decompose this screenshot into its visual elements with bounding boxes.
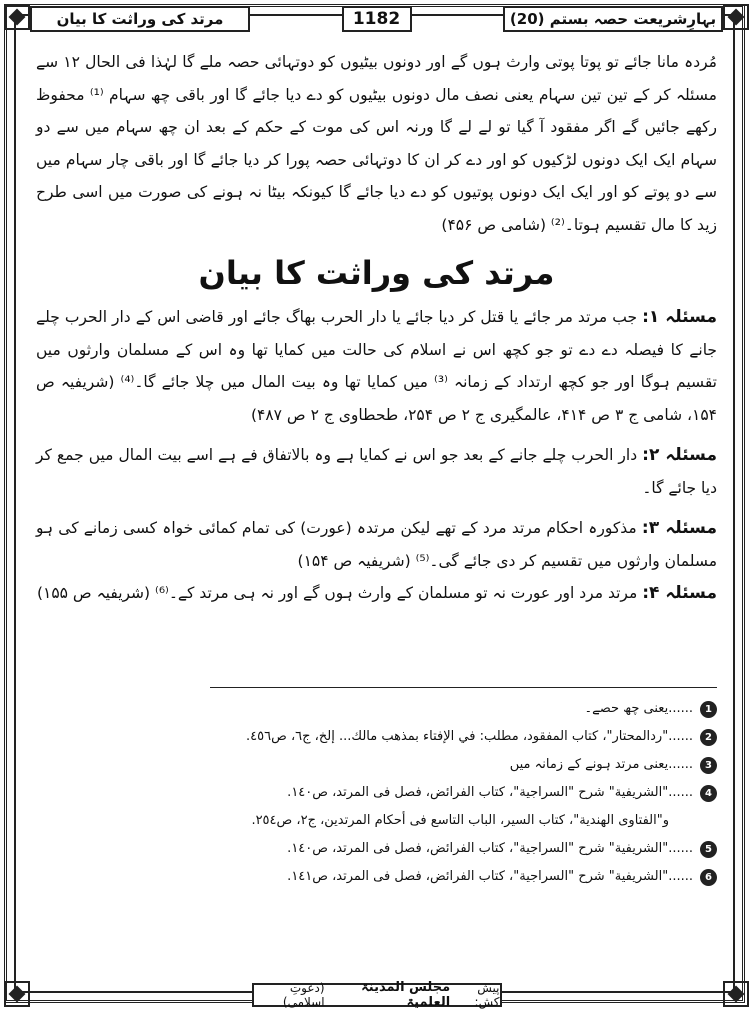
footnote-text: ......یعنی مرتد ہونے کے زمانہ میں bbox=[509, 757, 693, 772]
footnote bbox=[36, 784, 717, 802]
footnote bbox=[36, 840, 717, 858]
masala-label: مسئلہ ۳: bbox=[641, 518, 717, 538]
footnote-continuation bbox=[36, 812, 717, 830]
masala-4 bbox=[36, 577, 717, 610]
footnote-number: 4 bbox=[700, 785, 717, 802]
footnote-number: 6 bbox=[700, 869, 717, 886]
footnote-number: 3 bbox=[700, 757, 717, 774]
footnotes bbox=[36, 700, 717, 896]
corner-ornament-icon bbox=[2, 979, 32, 1009]
corner-ornament-icon bbox=[2, 2, 32, 32]
footnote bbox=[36, 756, 717, 774]
footnote-text: ......"الشریفیة" شرح "السراجیة"، کتاب الفرائض، فصل فی المرتد، ص١٤١. bbox=[287, 869, 693, 884]
footnote-text: و"الفتاوی الهندیة"، کتاب السیر، الباب التاسع فی أحکام المرتدین، ج٢، ص٢٥٤. bbox=[251, 813, 669, 828]
footnote-text: ......"الشریفیة" شرح "السراجیة"، کتاب الفرائض، فصل فی المرتد، ص١٤٠. bbox=[287, 785, 693, 800]
footnote bbox=[36, 700, 717, 718]
page-number: 1182 bbox=[342, 6, 412, 32]
main-text bbox=[36, 46, 717, 610]
footer-organization: مجلس المدینۃ العلمیۃ bbox=[361, 980, 451, 1010]
footnote bbox=[36, 728, 717, 746]
masala-text: مرتد مرد اور عورت نہ تو مسلمان کے وارث ہوں گے اور نہ ہی مرتد کے۔⁽⁶⁾ (شریفیہ ص ۱۵۵) bbox=[36, 584, 638, 602]
masala-text: مذکورہ احکام مرتد مرد کے تھے لیکن مرتدہ (عورت) کی تمام کمائی خواہ کسی زمانے کی ہو مسلمان وارثوں میں تقسیم کر دی جائے گی۔⁽⁵⁾ (شریفیہ ص ۱۵۴) bbox=[36, 519, 717, 570]
corner-ornament-icon bbox=[721, 979, 751, 1009]
masala-label: مسئلہ ۱: bbox=[642, 307, 717, 327]
masala-text: دار الحرب چلے جانے کے بعد جو اس نے کمایا ہے وہ بالاتفاق فے ہے اسے بیت المال میں جمع کر دیا جائے گا۔ bbox=[36, 446, 717, 497]
footer-prefix: پیش کش: bbox=[474, 981, 500, 1009]
masala-text: جب مرتد مر جائے یا قتل کر دیا جائے یا دار الحرب بھاگ جائے اور قاضی اس کے دار الحرب چلے جانے کا فیصلہ دے دے تو جو کچھ اس نے اسلام کی حالت میں کمایا تھا وہ اس کے مسلمان وارثوں میں تقسیم ہوگا اور جو کچھ ارتداد کے زمانہ ⁽³⁾ میں کمایا تھا وہ بیت المال میں چلا جائے گا۔⁽⁴⁾ (شریفیہ ص ۱۵۴، شامی ج ۳ ص ۴۱۴، عالمگیری ج ۲ ص ۲۵۴، طحطاوی ج ۲ ص ۴۸۷) bbox=[36, 308, 717, 424]
masala-2 bbox=[36, 439, 717, 504]
footer-suffix: (دعوتِ اسلامی) bbox=[282, 981, 325, 1009]
page-footer bbox=[252, 980, 502, 1010]
footnote-divider bbox=[210, 687, 717, 688]
footnote-text: ......"الشریفیة" شرح "السراجیة"، کتاب الفرائض، فصل فی المرتد، ص١٤٠. bbox=[287, 841, 693, 856]
footnote bbox=[36, 868, 717, 886]
corner-ornament-icon bbox=[721, 2, 751, 32]
section-heading: مرتد کی وراثت کا بیان bbox=[198, 254, 555, 292]
paragraph-continuation: مُردہ مانا جائے تو پوتا پوتی وارث ہوں گے اور دونوں بیٹیوں کو دوتہائی حصہ ملے گا لہٰذا فی الحال ۱۲ سے مسئلہ کر کے تین تین سہام یعنی نصف مال دونوں بیٹیوں کو دے دیا جائے گا اور باقی چھ سہام ⁽¹⁾ محفوظ رکھے جائیں گے اگر مفقود آ گیا تو لے لے گا ورنہ اس کی موت کے حکم کے بعد ان چھ سہام میں سے دو سہام ایک ایک دونوں لڑکیوں کو اور دے کر ان کا دوتہائی حصہ پورا کر دیا جائے گا اور باقی چار سہام میں سے دو پوتے کو اور ایک ایک دونوں پوتیوں کو دے دیا جائے گا کیونکہ بیٹا نہ ہونے کی صورت میں اسی طرح زید کا مال تقسیم ہوتا۔⁽²⁾ (شامی ص ۴۵۶) bbox=[36, 53, 717, 234]
footnote-text: ......"ردالمحتار"، کتاب المفقود، مطلب: في الإفتاء بمذهب مالك... إلخ، ج٦، ص٤٥٦. bbox=[246, 729, 693, 744]
chapter-title: مرتد کی وراثت کا بیان bbox=[30, 6, 250, 32]
masala-label: مسئلہ ۴: bbox=[642, 583, 717, 603]
masala-label: مسئلہ ۲: bbox=[642, 445, 717, 465]
page-header bbox=[30, 6, 723, 34]
masala-1 bbox=[36, 301, 717, 431]
book-title: بہارِشریعت حصہ بستم (20) bbox=[503, 6, 723, 32]
footnote-text: ......یعنی چھ حصے۔ bbox=[584, 701, 693, 716]
footnote-number: 2 bbox=[700, 729, 717, 746]
footnote-number: 5 bbox=[700, 841, 717, 858]
footnote-number: 1 bbox=[700, 701, 717, 718]
masala-3 bbox=[36, 512, 717, 577]
